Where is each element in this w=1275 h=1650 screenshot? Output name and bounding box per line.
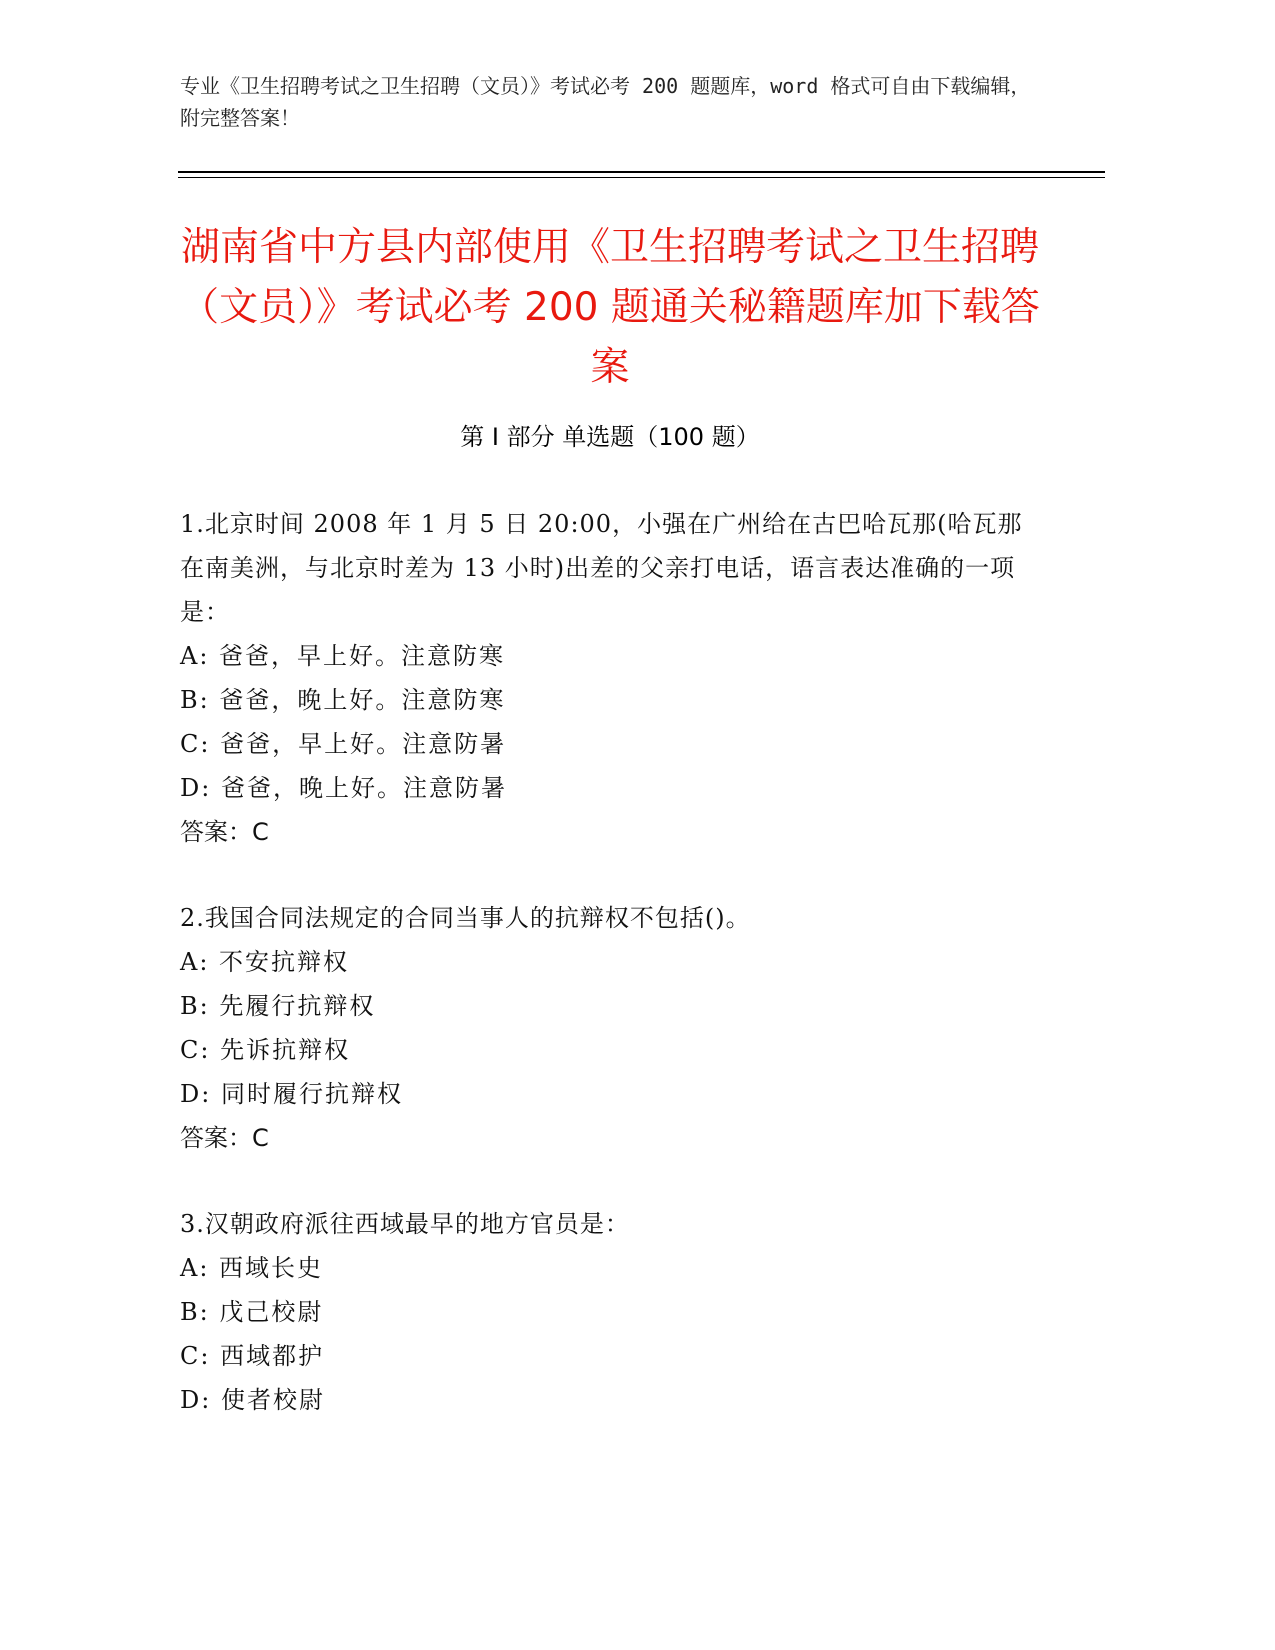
question-option-b: B: 戊己校尉 xyxy=(180,1298,324,1326)
question-option-a: A: 爸爸，早上好。注意防寒 xyxy=(180,642,506,670)
question-option-a: A: 不安抗辩权 xyxy=(180,948,350,976)
question-stem: 2.我国合同法规定的合同当事人的抗辩权不包括()。 xyxy=(180,904,751,932)
header-note: 专业《卫生招聘考试之卫生招聘（文员）》考试必考 200 题题库，word 格式可自由下载编辑，附完整答案！ xyxy=(180,74,1031,130)
question-answer: 答案：C xyxy=(180,818,269,846)
question-option-c: C: 先诉抗辩权 xyxy=(180,1036,351,1064)
question-2 xyxy=(180,896,1040,1160)
question-option-a: A: 西域长史 xyxy=(180,1254,324,1282)
question-option-c: C: 西域都护 xyxy=(180,1342,325,1370)
question-stem: 3.汉朝政府派往西域最早的地方官员是： xyxy=(180,1210,630,1238)
question-option-d: D: 爸爸，晚上好。注意防暑 xyxy=(180,774,507,802)
question-option-d: D: 使者校尉 xyxy=(180,1386,325,1414)
header-divider-thin xyxy=(178,177,1105,178)
question-3 xyxy=(180,1202,1040,1422)
question-1 xyxy=(180,502,1040,854)
section-title: 第 I 部分 单选题（100 题） xyxy=(460,423,760,451)
question-option-b: B: 先履行抗辩权 xyxy=(180,992,376,1020)
question-answer: 答案：C xyxy=(180,1124,269,1152)
document-title: 湖南省中方县内部使用《卫生招聘考试之卫生招聘（文员）》考试必考 200 题通关秘籍题库加下载答案 xyxy=(180,225,1040,390)
question-option-d: D: 同时履行抗辩权 xyxy=(180,1080,403,1108)
question-list xyxy=(180,502,1040,1464)
question-option-b: B: 爸爸，晚上好。注意防寒 xyxy=(180,686,506,714)
question-stem: 1.北京时间 2008 年 1 月 5 日 20:00，小强在广州给在古巴哈瓦那(哈瓦那在南美洲，与北京时差为 13 小时)出差的父亲打电话，语言表达准确的一项是： xyxy=(180,510,1023,626)
header-divider-thick xyxy=(178,171,1105,173)
question-option-c: C: 爸爸，早上好。注意防暑 xyxy=(180,730,507,758)
